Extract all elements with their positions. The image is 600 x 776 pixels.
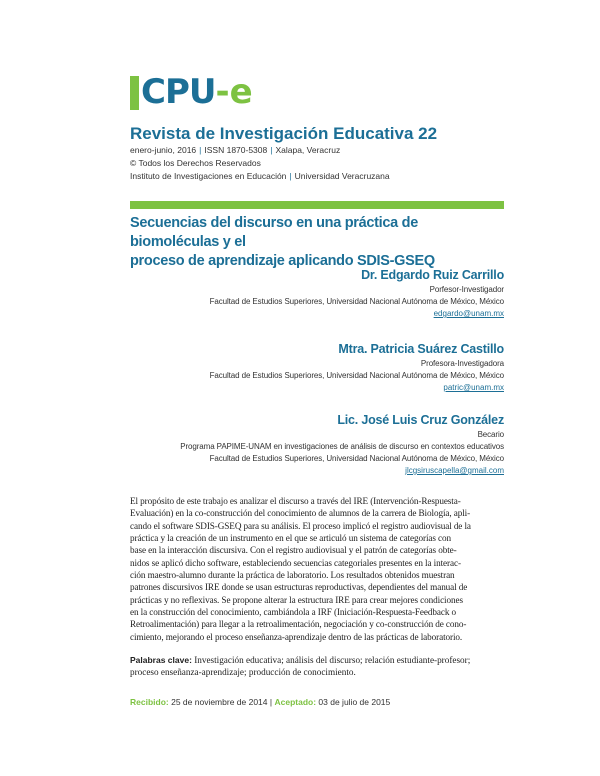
author-program: Programa PAPIME-UNAM en investigaciones de análisis de discurso en contextos educativos bbox=[180, 442, 504, 451]
journal-logo bbox=[130, 70, 253, 110]
author-affiliation: Facultad de Estudios Superiores, Universidad Nacional Autónoma de México, México bbox=[209, 371, 504, 380]
author-name: Dr. Edgardo Ruiz Carrillo bbox=[361, 268, 504, 282]
author-role: Porfesor-Investigador bbox=[429, 285, 504, 294]
abstract-line: cimiento, mejorando el proceso enseñanza-aprendizaje dentro de las prácticas de laboratorio. bbox=[130, 631, 463, 642]
received-label: Recibido: bbox=[130, 697, 169, 707]
abstract-line: ción maestro-alumno durante la práctica de laboratorio. Los resultados obtenidos muestran bbox=[130, 570, 455, 581]
logo-bar-icon bbox=[130, 76, 139, 110]
abstract-line: El propósito de este trabajo es analizar el discurso a través del IRE (Intervención-Respuesta- bbox=[130, 496, 461, 506]
rights-line: © Todos los Derechos Reservados bbox=[130, 158, 261, 168]
dates-line bbox=[130, 697, 390, 707]
abstract-line: cando el software SDIS-GSEQ para su análisis. El proceso implicó el registro audiovisual de la bbox=[130, 520, 471, 531]
author-name: Lic. José Luis Cruz González bbox=[337, 413, 504, 427]
institute-line: Instituto de Investigaciones en Educación | Universidad Veracruzana bbox=[130, 171, 390, 181]
abstract-line: Retroalimentación) para llegar a la retroalimentación, negociación y co-construcción de cono- bbox=[130, 619, 467, 630]
keywords bbox=[130, 654, 504, 679]
abstract-line: patrones discursivos IRE donde se usan estructuras reproductivas, dependientes del manual de bbox=[130, 582, 468, 593]
abstract-line: nidos se aplicó dicho software, estableciendo secuencias categoriales presentes en la interac- bbox=[130, 557, 461, 568]
journal-title: Revista de Investigación Educativa 22 bbox=[130, 124, 438, 143]
author-email-link[interactable]: patric@unam.mx bbox=[443, 383, 504, 392]
author-affiliation: Facultad de Estudios Superiores, Universidad Nacional Autónoma de México, México bbox=[209, 454, 504, 463]
issue-date: enero-junio, 2016 bbox=[130, 145, 197, 155]
university-name: Universidad Veracruzana bbox=[294, 171, 390, 181]
logo-text-cpu: CPU bbox=[141, 72, 216, 112]
author-name: Mtra. Patricia Suárez Castillo bbox=[338, 342, 504, 356]
article-title bbox=[130, 214, 502, 271]
keywords-line: proceso enseñanza-aprendizaje; producción de conocimiento. bbox=[130, 667, 356, 678]
author-email-link[interactable]: edgardo@unam.mx bbox=[433, 309, 504, 318]
keywords-label: Palabras clave: bbox=[130, 655, 192, 665]
author-block bbox=[180, 413, 504, 475]
article-title-line: Secuencias del discurso en una práctica de biomoléculas y el bbox=[130, 215, 418, 250]
keywords-text: Investigación educativa; análisis del discurso; relación estudiante-profesor; bbox=[194, 655, 471, 665]
accepted-label: Aceptado: bbox=[274, 697, 317, 707]
abstract-line: práctica y la creación de un instrumento en el que se articuló un sistema de categorías con bbox=[130, 533, 452, 544]
institute-name: Instituto de Investigaciones en Educación bbox=[130, 171, 287, 181]
dates-separator: | bbox=[269, 697, 273, 707]
author-email-link[interactable]: jlcgsiruscapella@gmail.com bbox=[405, 466, 504, 475]
location: Xalapa, Veracruz bbox=[275, 145, 341, 155]
author-block bbox=[210, 342, 504, 392]
keywords-line bbox=[130, 654, 504, 666]
logo-text-dash: - bbox=[215, 72, 230, 112]
title-divider bbox=[130, 201, 504, 209]
author-role: Becario bbox=[477, 430, 504, 439]
abstract-line: prácticas y no reflexivas. Se propone alterar la estructura IRE para crear mejores condiciones bbox=[130, 594, 463, 605]
author-role: Profesora-Investigadora bbox=[420, 359, 504, 368]
accepted-date: 03 de julio de 2015 bbox=[318, 697, 391, 707]
article-title-line: proceso de aprendizaje aplicando SDIS-GSEQ bbox=[130, 253, 435, 269]
logo-text-e: e bbox=[229, 72, 253, 112]
received-date: 25 de noviembre de 2014 bbox=[171, 697, 268, 707]
abstract-line: en la construcción del conocimiento, cambiándola a IRF (Iniciación-Respuesta-Feedback o bbox=[130, 607, 457, 618]
author-block bbox=[210, 268, 504, 318]
abstract-line: base en la interacción discursiva. Con el registro audiovisual y el patrón de categorías obte- bbox=[130, 545, 457, 556]
issn: ISSN 1870-5308 bbox=[204, 145, 268, 155]
issue-line: enero-junio, 2016 | ISSN 1870-5308 | Xalapa, Veracruz bbox=[130, 145, 341, 155]
abstract bbox=[130, 495, 504, 643]
abstract-line: Evaluación) en la co-construcción del conocimiento de alumnos de la carrera de Biología, apli- bbox=[130, 508, 471, 519]
author-affiliation: Facultad de Estudios Superiores, Universidad Nacional Autónoma de México, México bbox=[209, 297, 504, 306]
